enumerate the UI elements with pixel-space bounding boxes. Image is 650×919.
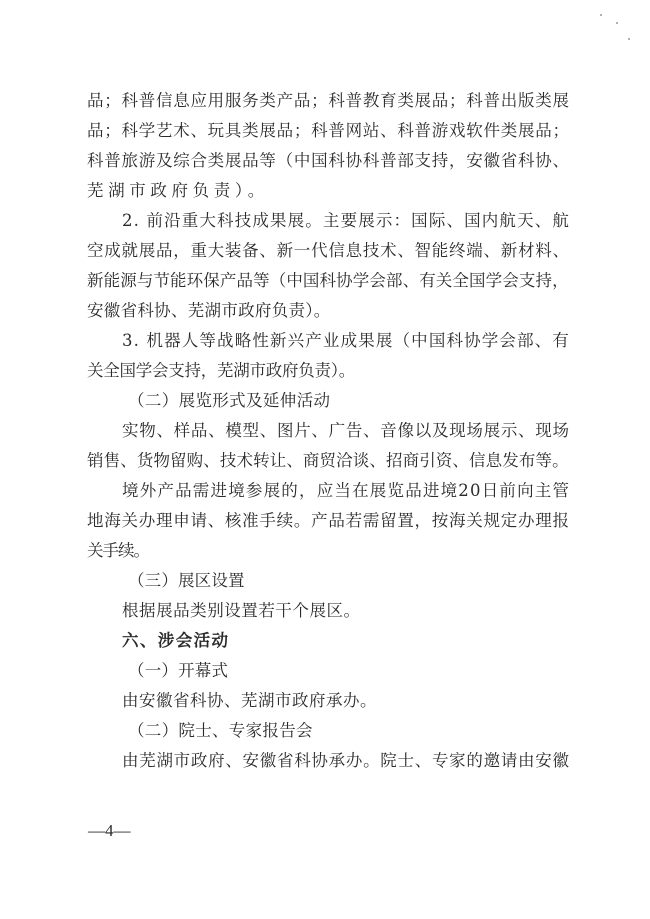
body-text-line: 根据展品类别设置若干个展区。	[122, 601, 361, 620]
scan-speck	[616, 22, 618, 24]
body-text-line: 境外产品需进境参展的，应当在展览品进境20日前向主管	[122, 481, 571, 500]
body-text-line: 新能源与节能环保产品等（中国科协学会部、有关全国学会支持，	[87, 271, 569, 290]
scan-speck	[600, 14, 602, 16]
body-text-line: 销售、货物留购、技术转让、商贸洽谈、招商引资、信息发布等。	[87, 451, 569, 470]
body-text-line: 关全国学会支持，芜湖市政府负责）。	[87, 361, 355, 380]
body-text-line: 安徽省科协、芜湖市政府负责）。	[87, 301, 331, 320]
section-heading-activities: 六、涉会活动	[122, 631, 230, 650]
body-text-line: 由芜湖市政府、安徽省科协承办。院士、专家的邀请由安徽	[122, 751, 570, 770]
body-text-line: 空成就展品，重大装备、新一代信息技术、智能终端、新材料、	[87, 241, 570, 260]
body-text-line: 科普旅游及综合类展品等（中国科协科普部支持，安徽省科协、	[87, 151, 570, 170]
body-text-line: 芜湖市政府负责）。	[87, 181, 269, 200]
list-item-2: 2. 前沿重大科技成果展。主要展示：国际、国内航天、航	[122, 211, 571, 230]
body-text-line: 由安徽省科协、芜湖市政府承办。	[122, 691, 377, 710]
body-text-line: 品；科学艺术、玩具类展品；科普网站、科普游戏软件类展品；	[87, 121, 570, 140]
body-text-line: 实物、样品、模型、图片、广告、音像以及现场展示、现场	[122, 421, 570, 440]
subheading-expert-report: （二）院士、专家报告会	[128, 721, 313, 740]
body-text-line: 品；科普信息应用服务类产品；科普教育类展品；科普出版类展	[87, 91, 570, 110]
body-text-line: 地海关办理申请、核准手续。产品若需留置，按海关规定办理报	[87, 511, 570, 530]
body-text-line: 关手续。	[87, 541, 149, 560]
scan-speck	[628, 38, 630, 40]
list-item-3: 3. 机器人等战略性新兴产业成果展（中国科协学会部、有	[122, 331, 571, 350]
subheading-exhibition-format: （二）展览形式及延伸活动	[128, 391, 331, 410]
subheading-opening-ceremony: （一）开幕式	[128, 661, 229, 680]
subheading-exhibition-zones: （三）展区设置	[128, 571, 245, 590]
page-number: —4—	[88, 821, 131, 840]
